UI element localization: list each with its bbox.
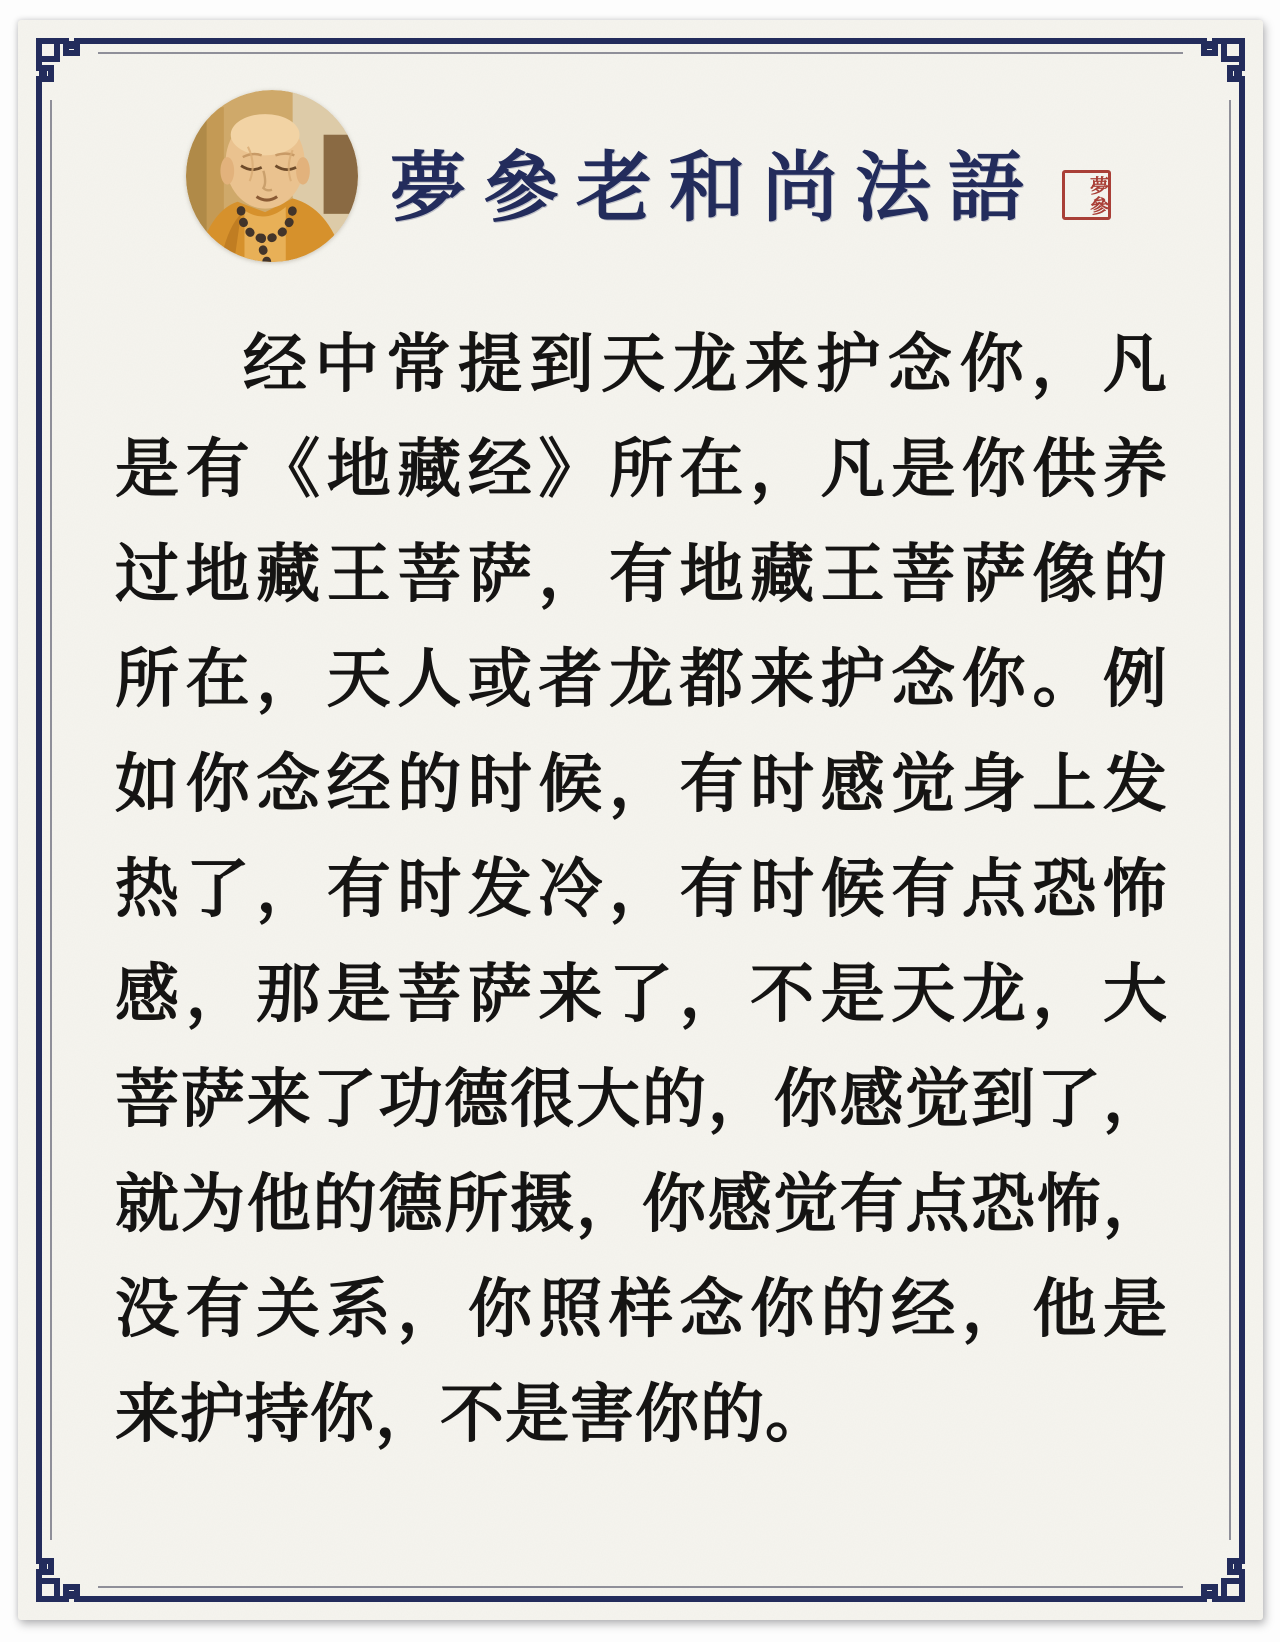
fret-corner-top-right-icon [1177,20,1263,106]
text-line: 没 有 关 系 ， 你 照 样 念 你 的 经 ， 他 是 [115,1271,1167,1347]
inner-line-top [98,52,1183,54]
text-line: 来 护 持 你 ， 不 是 害 你 的 。 [115,1376,829,1452]
inner-line-right [1229,100,1231,1540]
paper-card [18,20,1263,1620]
text-line: 经 中 常 提 到 天 龙 来 护 念 你 ， 凡 [243,326,1167,402]
text-line: 如 你 念 经 的 时 候 ， 有 时 感 觉 身 上 发 [115,746,1167,822]
inner-line-bottom [98,1586,1183,1588]
text-line: 就 为 他 的 德 所 摄 ， 你 感 觉 有 点 恐 怖 ， [115,1166,1167,1242]
fret-corner-bottom-right-icon [1177,1534,1263,1620]
frame-border-left [36,100,42,1540]
fret-corner-top-left-icon [18,20,104,106]
text-line: 过 地 藏 王 菩 萨 ， 有 地 藏 王 菩 萨 像 的 [115,536,1167,612]
text-line: 菩 萨 来 了 功 德 很 大 的 ， 你 感 觉 到 了 ， [115,1061,1167,1137]
body-text [115,312,1167,1467]
frame-border-bottom [98,1596,1183,1602]
text-line: 感 ， 那 是 菩 萨 来 了 ， 不 是 天 龙 ， 大 [115,956,1167,1032]
seal-char: 夢 [1087,175,1109,196]
text-line: 热 了 ， 有 时 发 冷 ， 有 时 候 有 点 恐 怖 [115,851,1167,927]
frame-border-top [98,38,1183,44]
page-title: 夢參老和尚法語 [390,143,1041,232]
frame-border-right [1239,100,1245,1540]
seal-char: 參 [1087,195,1109,216]
text-line: 是 有 《 地 藏 经 》 所 在 ， 凡 是 你 供 养 [115,431,1167,507]
monk-portrait-photo [186,90,358,262]
inner-line-left [50,100,52,1540]
red-seal-stamp-icon [1062,170,1111,220]
fret-corner-bottom-left-icon [18,1534,104,1620]
text-line: 所 在 ， 天 人 或 者 龙 都 来 护 念 你 。 例 [115,641,1167,717]
